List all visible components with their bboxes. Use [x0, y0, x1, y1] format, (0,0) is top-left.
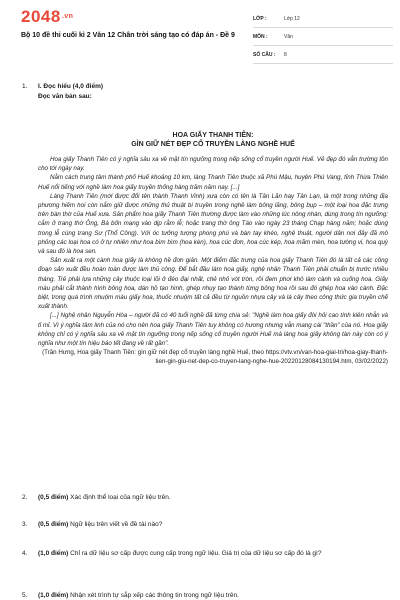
- document-title: Bộ 10 đề thi cuối kì 2 Văn 12 Chân trời sáng tạo có đáp án - Đề 9: [21, 32, 235, 39]
- question-score: (0,5 điểm): [38, 521, 69, 528]
- logo-suffix: .vn: [61, 13, 74, 20]
- question-score: (1,0 điểm): [38, 550, 69, 557]
- site-logo[interactable]: [21, 8, 73, 26]
- question-number: 4.: [22, 550, 28, 557]
- meta-value: 8: [284, 51, 287, 58]
- question-number: 2.: [22, 494, 28, 501]
- question-score: (1,0 điểm): [38, 592, 69, 599]
- question-number: 5.: [22, 592, 28, 599]
- passage-title: HOA GIẤY THANH TIÊN:: [172, 132, 254, 139]
- passage-subtitle: GÌN GIỮ NÉT ĐẸP CỔ TRUYỀN LÀNG NGHỀ HUẾ: [131, 141, 295, 148]
- reading-passage: [38, 131, 388, 367]
- exam-meta-table: [253, 10, 393, 64]
- passage-paragraph: Làng Thanh Tiên (mới được đổi tên thành Thanh Vinh) xưa còn có tên là Tân Lăn hay Tân Lạn, là một trong những địa phương hiếm hoi còn nắm giữ được những thủ thuật bí truyền trong nghề làm bông lăng, bông bụp – một loại hoa đặc trưng trên bàn thờ của Huế xưa. Sản phẩm hoa giấy Thanh Tiên thường được làm vào những lúc nông nhàn, dùng trong tín ngưỡng: cắm ở trang thờ Ông, Bà bốn mạng vào dịp rằm lễ; hoặc trang thờ ông Táo vào ngày 23 tháng Chạp hàng năm; hoặc dùng trong lễ cúng trang Sư (Thổ Công). Với óc tưởng tượng phong phú và bàn tay khéo, nghệ thuật, người dân nơi đây đã mô phỏng các loại hoa có ở tự nhiên như hoa bìm bìm (hoa kèn), hoa cúc đơn, hoa cúc kép, hoa mãm mèn, hoa tường vi, hoa quỳ và sau đó là hoa sen.: [38, 192, 388, 256]
- question-text: [38, 493, 378, 502]
- question-score: (0,5 điểm): [38, 494, 69, 501]
- question-prompt: Chỉ ra dữ liệu sơ cấp được cung cấp trong ngữ liệu. Giá trị của dữ liệu sơ cấp đó là gì?: [68, 550, 322, 557]
- question-number: 1.: [22, 83, 28, 90]
- question-text: [38, 520, 378, 529]
- section-instruction: Đọc văn bản sau:: [38, 93, 92, 100]
- question-number: 3.: [22, 521, 28, 528]
- passage-paragraph: Hoa giấy Thanh Tiên có ý nghĩa sâu xa về mặt tín ngưỡng trong nếp sống cổ truyền người Huế. Vẻ đẹp đó vẫn trường tồn cho tới ngày nay.: [38, 156, 388, 173]
- logo-main: 2048: [21, 7, 61, 26]
- meta-label: SỐ CÂU :: [253, 51, 276, 58]
- question-text: [38, 549, 378, 558]
- question-text: [38, 591, 378, 600]
- meta-value: Lớp 12: [284, 15, 300, 22]
- question-prompt: Ngữ liệu trên viết về đề tài nào?: [68, 521, 163, 528]
- meta-label: MÔN :: [253, 33, 268, 40]
- section-heading: I. Đọc hiểu (4,0 điểm): [38, 83, 104, 90]
- question-prompt: Xác định thể loại của ngữ liệu trên.: [68, 494, 171, 501]
- question-prompt: Nhận xét trình tự sắp xếp các thông tin trong ngữ liệu trên.: [68, 592, 239, 599]
- meta-row-class: [253, 10, 393, 28]
- meta-value: Văn: [284, 33, 293, 40]
- passage-paragraph: Sản xuất ra một cành hoa giấy là không hề đơn giản. Một điểm đặc trưng của hoa giấy Thanh Tiên đó là tất cả các công đoạn sản xuất đều hoàn toàn được làm thủ công. Để bắt đầu làm hoa giấy, nghệ nhân Thanh Tiên phải chuẩn bị trước nhiều tháng. Trẻ phải lựa những cây thuộc loại lõi ở đéo đại nhất, chẻ nhỏ vót tròn, rồi đem phơi khô làm cành và cuống hoa. Giấy màu phải cắt thành hình bông hoa, dán hồ tạo hình, ghép nhụy tạo thành từng bông hoa rồi sau đó ghép hoa vào cành. Đặc biệt, trong quá trình nhuộm màu giấy hoa, thuốc nhuộm tất cả đều từ nguồn nhựa cây và lá cây theo công thức gia truyền chế xuất thành.: [38, 257, 388, 311]
- meta-row-question-count: [253, 46, 393, 64]
- passage-paragraph: [...] Nghệ nhân Nguyễn Hòa – người đã có 40 tuổi nghề đã từng chia sẻ: "Nghề làm hoa giấy đòi hỏi cao tính kiên nhẫn và tỉ mỉ. Vì ý nghĩa tâm linh của nó cho nên hoa giấy Thanh Tiên tuy không có hương nhưng vẫn mang cái "thần" của nó. Hoa giấy không chỉ có ý nghĩa sâu xa về mặt tín ngưỡng trong nếp sống cổ truyền người Huế mà làng hoa giấy không tàn này còn có ý nghĩa như một tín hiệu báo tết đang về rất gần".: [38, 312, 388, 348]
- passage-paragraph: Nằm cách trung tâm thành phố Huế khoảng 10 km, làng Thanh Tiên thuộc xã Phú Mậu, huyện Phú Vang, tỉnh Thừa Thiên Huế nổi tiếng với nghề làm hoa giấy truyền thống hàng trăm năm nay. [...]: [38, 174, 388, 191]
- meta-label: LỚP :: [253, 15, 267, 22]
- passage-source: (Trần Hưng, Hoa giấy Thanh Tiên: gìn giữ nét đẹp cổ truyền làng nghề Huế, theo https://vtv.vn/van-hoa-giai-tri/hoa-giay-thanh-tien-gin-giu-net-dep-co-truyen-lang-nghe-hue-20220128084130194.htm, 03/02/2022): [42, 349, 388, 366]
- meta-row-subject: [253, 28, 393, 46]
